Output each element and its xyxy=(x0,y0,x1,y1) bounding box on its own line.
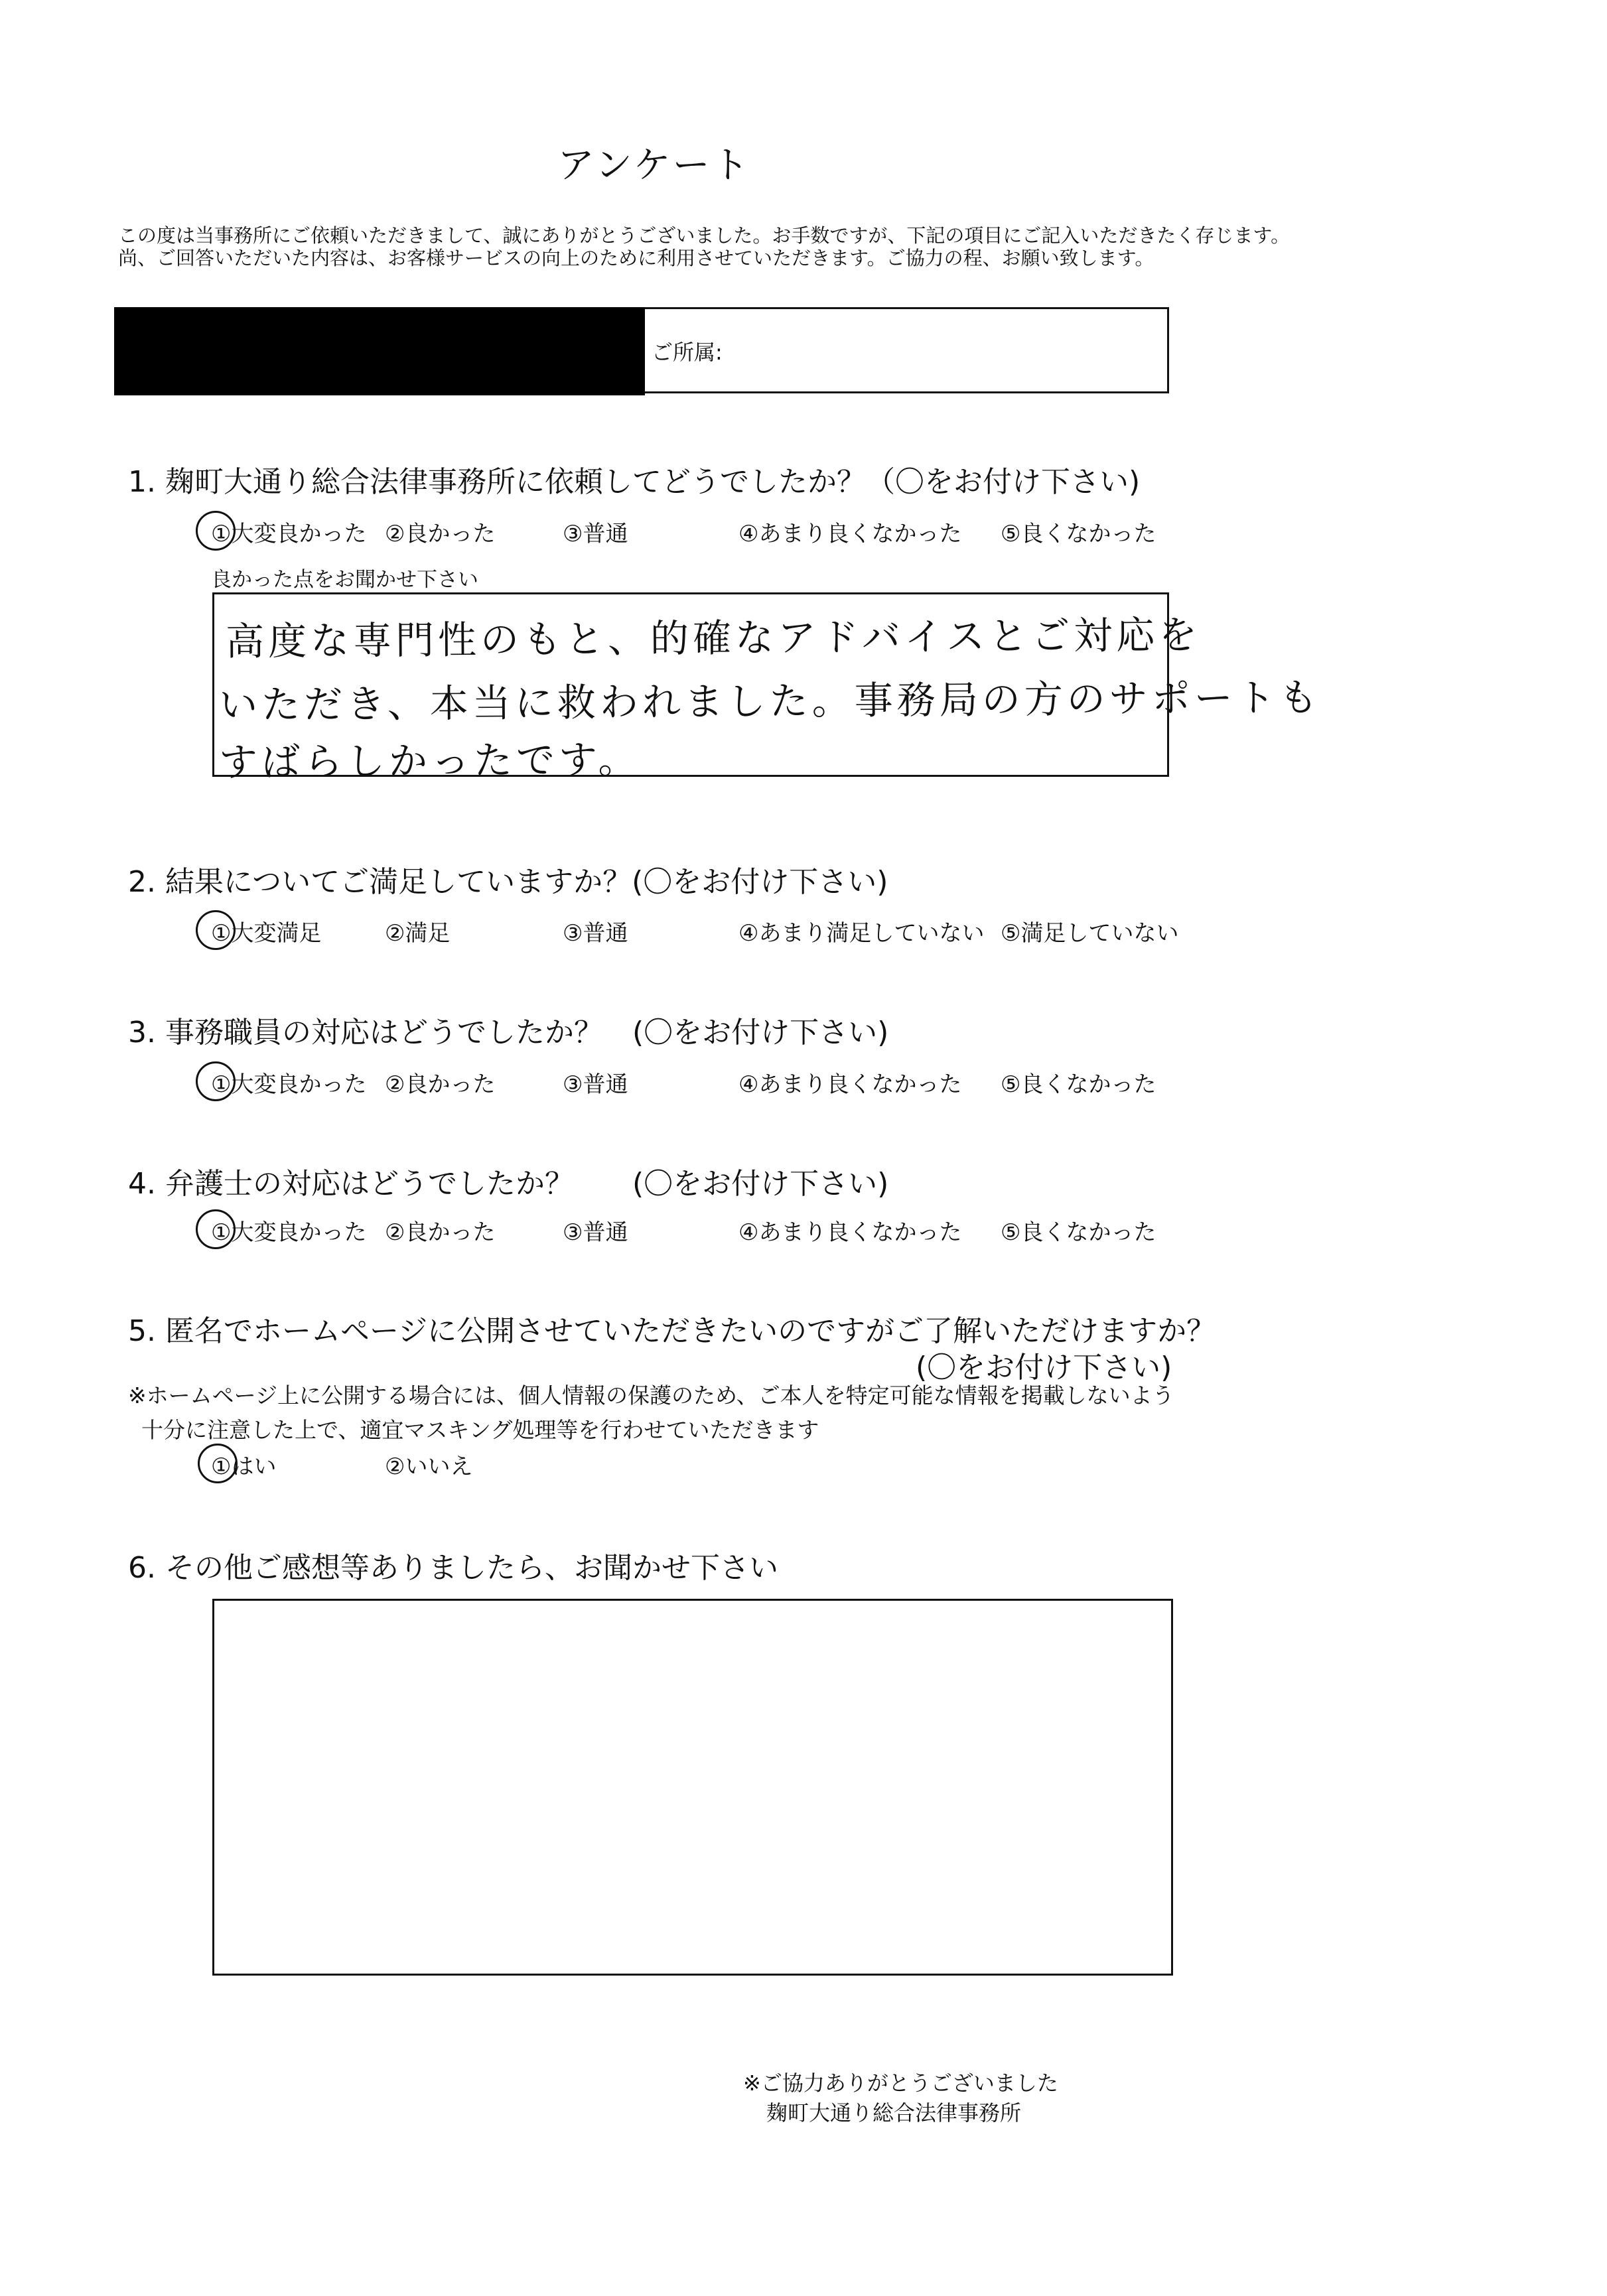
q1-option-5[interactable]: ⑤良くなかった xyxy=(1001,521,1156,547)
q1-option-1[interactable]: ①大変良かった xyxy=(211,521,367,547)
q1-option-4[interactable]: ④あまり良くなかった xyxy=(738,521,962,547)
survey-title: アンケート xyxy=(557,144,751,187)
q3-option-5[interactable]: ⑤良くなかった xyxy=(1001,1071,1156,1098)
q2-option-3[interactable]: ③普通 xyxy=(563,920,628,947)
q5-option-1[interactable]: ①はい xyxy=(211,1453,277,1480)
q2-option-1[interactable]: ①大変満足 xyxy=(211,920,322,947)
q3-option-2[interactable]: ②良かった xyxy=(385,1071,496,1098)
q4-option-3[interactable]: ③普通 xyxy=(563,1219,628,1246)
q1-sub-label: 良かった点をお聞かせ下さい xyxy=(211,568,478,592)
q5-note-line-2: 十分に注意した上で、適宜マスキング処理等を行わせていただきます xyxy=(141,1417,819,1443)
q3-label: 3. 事務職員の対応はどうでしたか？ (〇をお付け下さい) xyxy=(128,1016,889,1049)
q6-answer-box[interactable] xyxy=(212,1599,1173,1976)
q3-option-1[interactable]: ①大変良かった xyxy=(211,1071,367,1098)
q4-option-4[interactable]: ④あまり良くなかった xyxy=(738,1219,962,1246)
q5-option-2[interactable]: ②いいえ xyxy=(385,1453,473,1480)
q3-option-3[interactable]: ③普通 xyxy=(563,1071,628,1098)
affiliation-label: ご所属: xyxy=(652,340,723,365)
q3-option-4[interactable]: ④あまり良くなかった xyxy=(738,1071,962,1098)
footer-thanks: ※ご協力ありがとうございました xyxy=(743,2070,1058,2096)
q4-label: 4. 弁護士の対応はどうでしたか？ (〇をお付け下さい) xyxy=(128,1167,889,1201)
q1-label: 1. 麹町大通り総合法律事務所に依頼してどうでしたか？（〇をお付け下さい) xyxy=(128,465,1141,499)
footer-office-name: 麹町大通り総合法律事務所 xyxy=(766,2100,1022,2126)
redacted-name xyxy=(114,307,645,395)
q1-answer-line-2: いただき、本当に救われました。事務局の方のサポートも xyxy=(218,675,1322,728)
q1-answer-line-3: すばらしかったです。 xyxy=(218,736,641,785)
q1-option-3[interactable]: ③普通 xyxy=(563,521,628,547)
q2-option-5[interactable]: ⑤満足していない xyxy=(1001,920,1179,947)
intro-line-1: この度は当事務所にご依頼いただきまして、誠にありがとうございました。お手数ですが、下記の項目にご記入いただきたく存じます。 xyxy=(118,224,1291,247)
q5-note-line-1: ※ホームページ上に公開する場合には、個人情報の保護のため、ご本人を特定可能な情報を掲載しないよう xyxy=(128,1383,1174,1408)
intro-line-2: 尚、ご回答いただいた内容は、お客様サービスの向上のために利用させていただきます。ご協力の程、お願い致します。 xyxy=(118,247,1154,269)
q4-option-5[interactable]: ⑤良くなかった xyxy=(1001,1219,1156,1246)
q4-option-2[interactable]: ②良かった xyxy=(385,1219,496,1246)
q2-option-4[interactable]: ④あまり満足していない xyxy=(738,920,985,947)
q2-option-2[interactable]: ②満足 xyxy=(385,920,451,947)
q1-option-2[interactable]: ②良かった xyxy=(385,521,496,547)
q1-answer-line-1: 高度な専門性のもと、的確なアドバイスとご対応を xyxy=(225,612,1202,665)
q5-label-2: (〇をお付け下さい) xyxy=(916,1351,1172,1384)
q4-option-1[interactable]: ①大変良かった xyxy=(211,1219,367,1246)
q2-label: 2. 結果についてご満足していますか？(〇をお付け下さい) xyxy=(128,865,888,899)
q6-label: 6. その他ご感想等ありましたら、お聞かせ下さい xyxy=(128,1551,778,1585)
q5-label: 5. 匿名でホームページに公開させていただきたいのですがご了解いただけますか？ xyxy=(128,1314,1216,1348)
